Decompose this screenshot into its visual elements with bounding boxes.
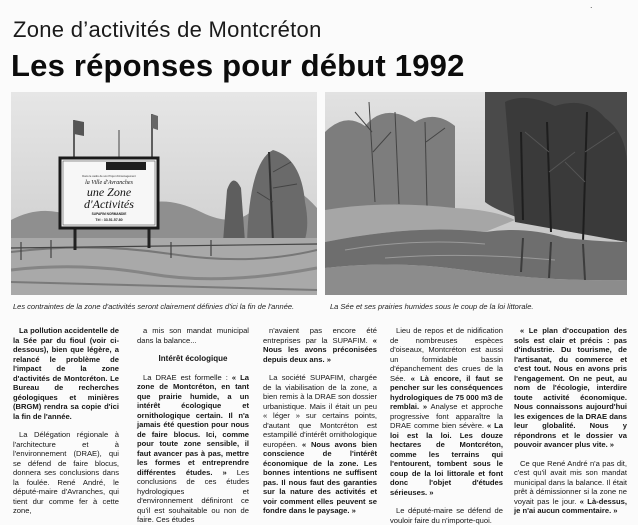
text-run: Lieu de repos et de nidification de nombreuses espèces d'oiseaux, Montcréton est aussi un formidable bassin d'épanchement des crues de la Sée. bbox=[390, 326, 503, 383]
text-run: n'avaient pas encore été entreprises par la SUPAFIM. bbox=[263, 326, 377, 345]
paragraph bbox=[137, 373, 249, 525]
text-run: Ce que René André n'a pas dit, c'est qu'il avait mis son mandat municipal dans la balance. Il était prêt à démissionner si la zone ne voyait pas le jour. bbox=[514, 458, 627, 506]
quote: « Nous avons bien conscience de l'intérêt économique de la zone. Les bonnes intentions ne suffisent pas. Il nous faut des garanties sur la nature des activités et voir comment elles peuvent se fondre dans le paysage. » bbox=[263, 439, 377, 515]
article-kicker: Zone d’activités de Montcréton bbox=[13, 17, 322, 42]
caption-right: La Sée et ses prairies humides sous le coup de la loi littorale. bbox=[330, 302, 534, 311]
sign-line1: Dans le cadre de son Projet d'Aménagement bbox=[82, 175, 136, 178]
quote-paragraph: « Le plan d'occupation des sols est clair et précis : pas d'industrie. Du tourisme, de l'artisanat, du commerce et c'est tout. Nous en avons pris l'engagement. On ne peut, au nom de l'écologie, interdire toute activité économique. Nous connaissons aujourd'hui les exigences de la DRAE dans leur globalité. Nous y répondrons et le dossier va pouvoir avancer plus vite. » bbox=[514, 326, 627, 449]
photo-billboard bbox=[11, 92, 317, 295]
page-corner-mark: . bbox=[590, 0, 593, 10]
sign-phone: Tél : 33.51.57.80 bbox=[95, 218, 123, 222]
paragraph bbox=[514, 459, 627, 516]
text-run: La société SUPAFIM, chargée de la viabilisation de la zone, a bien remis à la DRAE son dossier urbanistique. Mais il était un peu « léger » sur certains points, d'autant que Montcréton est estampillé d'intérêt ornithologique européen. bbox=[263, 373, 377, 449]
paragraph bbox=[390, 326, 503, 497]
sign-line4: d'Activités bbox=[84, 197, 134, 211]
paragraph bbox=[263, 373, 377, 516]
text-column-5 bbox=[514, 326, 627, 516]
paragraph: La Délégation régionale à l'architecture et à l'environnement (DRAE), qui se défend de faire blocus, donnera ses conclusions dans la foulée. René André, le député-maire d'Avranches, qui tient dur comme fer à cette zone, bbox=[13, 430, 119, 515]
text-run: Les conclusions de ces études hydrologiques et d'environnement définiront ce qu'il est souhaitable ou non de faire. Ces études bbox=[137, 467, 249, 524]
sign-line3: une Zone bbox=[86, 185, 132, 199]
quote: « La loi est la loi. Les douze hectares de Montcréton, comme les terrains qui l'entourent, tombent sous le coup de la loi littorale et font donc l'objet d'études sérieuses. » bbox=[390, 421, 503, 497]
quote: « Là-dessus, je n'ai aucun commentaire. » bbox=[514, 496, 627, 515]
text-run: La DRAE est formelle : bbox=[143, 372, 232, 382]
paragraph bbox=[263, 326, 377, 364]
text-column-3 bbox=[263, 326, 377, 516]
quote: « Nous les avons préconisées depuis deux ans. » bbox=[263, 335, 377, 364]
paragraph: a mis son mandat municipal dans la balance... bbox=[137, 326, 249, 345]
sign-line2: la Ville d'Avranches bbox=[85, 180, 133, 186]
sign-line5: SUPAFIM NORMANDIE bbox=[91, 212, 127, 216]
article-headline: Les réponses pour début 1992 bbox=[11, 48, 465, 83]
text-column-2 bbox=[137, 326, 249, 525]
text-column-1 bbox=[13, 326, 119, 516]
caption-left: Les contraintes de la zone d'activités seront clairement définies d'ici la fin de l'année. bbox=[13, 302, 295, 311]
photo-river bbox=[325, 92, 627, 295]
paragraph: Le député-maire se défend de vouloir faire du n'importe-quoi. bbox=[390, 506, 503, 525]
text-column-4 bbox=[390, 326, 503, 525]
quote: « Là encore, il faut se pencher sur les conséquences hydrologiques de 75 000 m3 de remblai. » bbox=[390, 373, 504, 411]
text-run: Analyse et approche progressive font apparaître la DRAE comme bien sévère. bbox=[390, 402, 503, 430]
lead-paragraph: La pollution accidentelle de la Sée par du fioul (voir ci-dessous), bien que légère, a relancé le problème de l'impact de la zone d'activités de Montcréton. Le Bureau de recherches géologiques et minières (BRGM) rendra sa copie d'ici la fin de l'année. bbox=[13, 326, 119, 421]
quote: « La zone de Montcréton, en tant que prairie humide, a un intérêt écologique et ornithologique certain. Il n'a jamais été question pour nous de faire blocus. Ici, comme pour toute zone sensible, il faut avancer pas à pas, mettre les formes et entreprendre différentes études. » bbox=[137, 372, 249, 477]
subheading: Intérêt écologique bbox=[158, 354, 228, 363]
